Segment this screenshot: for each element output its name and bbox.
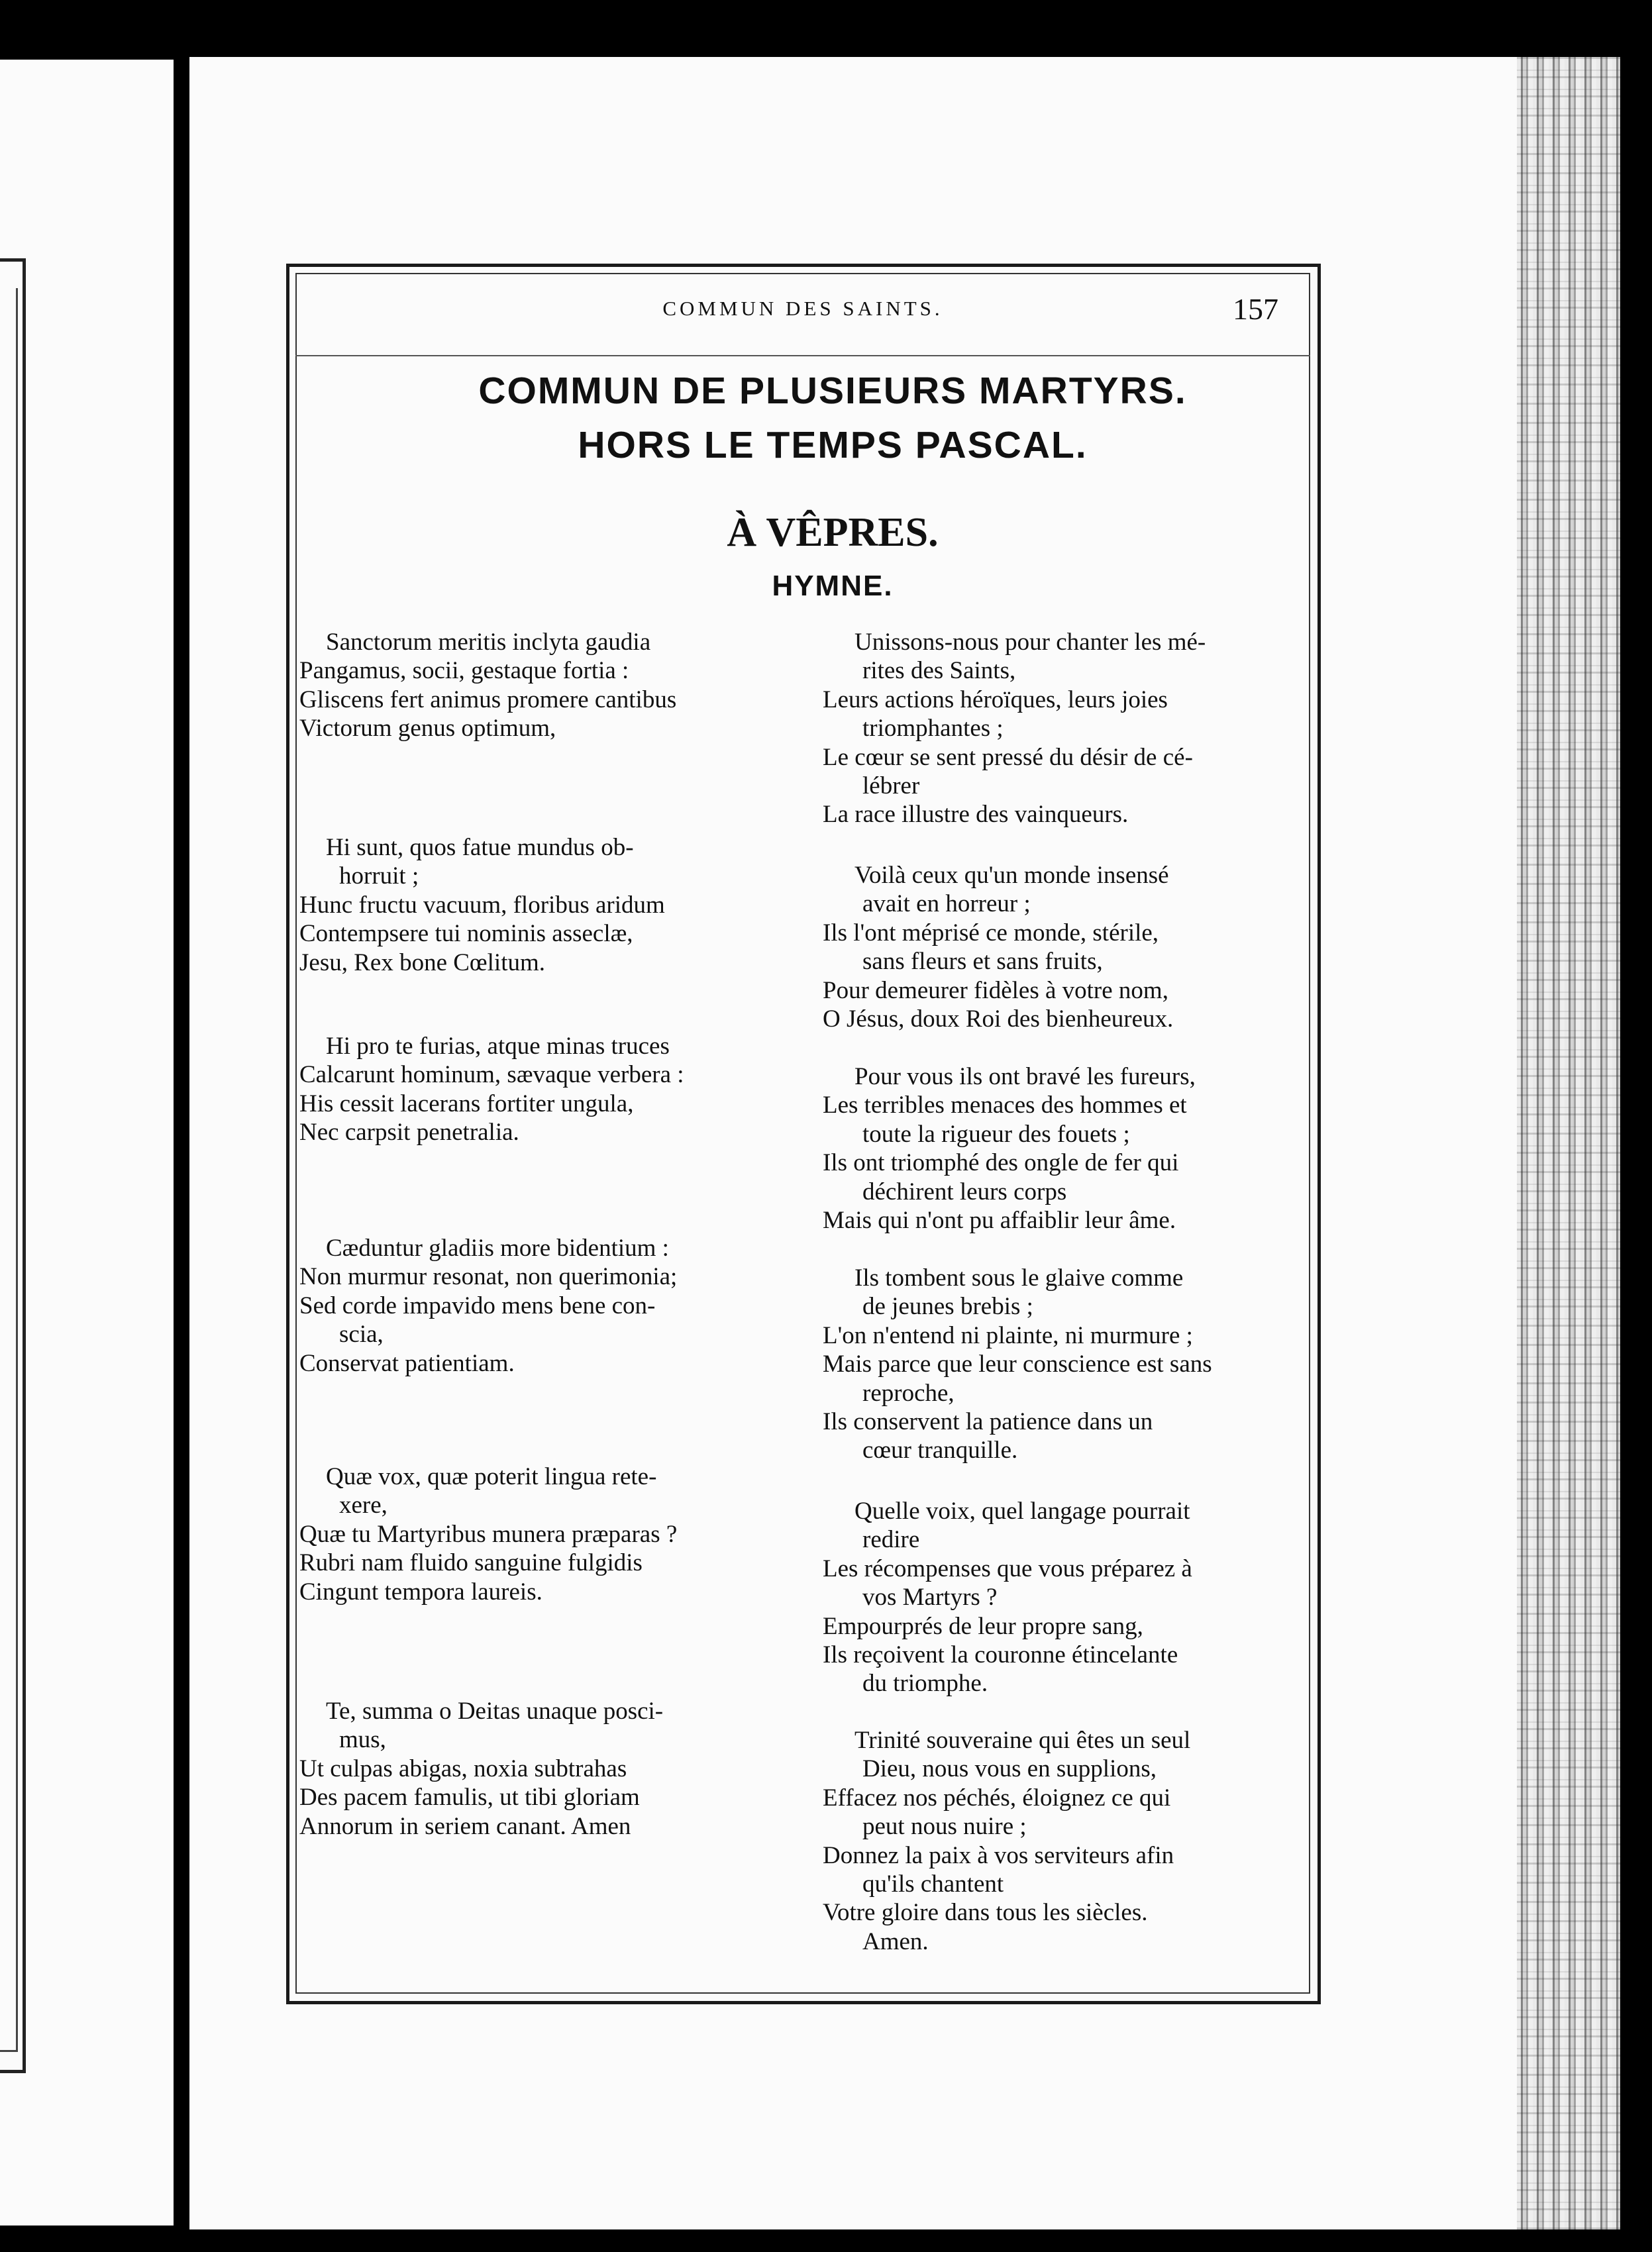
- french-verse-line: déchirent leurs corps: [862, 1178, 1067, 1205]
- title-block: [295, 368, 1310, 605]
- latin-verse-line: horruit ;: [339, 862, 419, 890]
- french-verse-line: Mais parce que leur conscience est sans: [823, 1351, 1212, 1378]
- french-verse-line: vos Martyrs ?: [862, 1584, 998, 1612]
- header-rule: [295, 355, 1310, 356]
- latin-verse-line: Quæ tu Martyribus munera præparas ?: [299, 1520, 678, 1548]
- french-verse-line: Ils ont triomphé des ongle de fer qui: [823, 1149, 1179, 1177]
- hymn-heading: HYMNE.: [772, 570, 894, 602]
- french-verse-line: de jeunes brebis ;: [862, 1293, 1033, 1321]
- latin-verse-line: Hi pro te furias, atque minas truces: [326, 1033, 670, 1060]
- french-verse-line: sans fleurs et sans fruits,: [862, 948, 1103, 976]
- latin-verse-line: Non murmur resonat, non querimonia;: [299, 1263, 678, 1291]
- french-verse-line: toute la rigueur des fouets ;: [862, 1120, 1130, 1148]
- facing-page-inner-rule: [0, 288, 18, 2052]
- french-verse-line: Leurs actions héroïques, leurs joies: [823, 686, 1168, 713]
- office-heading: À VÊPRES.: [727, 510, 939, 555]
- french-stanza: [823, 628, 1297, 829]
- latin-stanza: [299, 833, 783, 977]
- french-verse-line: reproche,: [862, 1379, 955, 1407]
- french-verse-line: Votre gloire dans tous les siècles.: [823, 1899, 1148, 1927]
- latin-verse-line: Pangamus, socii, gestaque fortia :: [299, 657, 629, 685]
- french-verse-line: rites des Saints,: [862, 657, 1016, 685]
- latin-verse-line: Annorum in seriem canant. Amen: [299, 1812, 631, 1840]
- french-verse-line: Mais qui n'ont pu affaiblir leur âme.: [823, 1207, 1176, 1235]
- latin-verse-line: Rubri nam fluido sanguine fulgidis: [299, 1549, 643, 1577]
- latin-stanza: [299, 1032, 783, 1147]
- latin-stanza: [299, 1697, 783, 1841]
- french-verse-line: triomphantes ;: [862, 715, 1004, 742]
- latin-verse-line: Jesu, Rex bone Cœlitum.: [299, 948, 546, 976]
- french-verse-line: avait en horreur ;: [862, 890, 1031, 918]
- french-verse-line: Ils reçoivent la couronne étincelante: [823, 1641, 1178, 1669]
- latin-stanza: [299, 628, 783, 743]
- french-verse-line: Quelle voix, quel langage pourrait: [854, 1498, 1190, 1525]
- latin-verse-line: Sed corde impavido mens bene con-: [299, 1292, 656, 1319]
- french-stanza: [823, 861, 1297, 1033]
- french-verse-line: Donnez la paix à vos serviteurs afin: [823, 1841, 1174, 1869]
- latin-verse-line: Ut culpas abigas, noxia subtrahas: [299, 1755, 627, 1782]
- french-verse-line: O Jésus, doux Roi des bienheureux.: [823, 1005, 1174, 1033]
- french-verse-line: Voilà ceux qu'un monde insensé: [854, 862, 1169, 889]
- french-verse-line: Amen.: [862, 1927, 929, 1955]
- french-verse-line: Pour demeurer fidèles à votre nom,: [823, 976, 1168, 1004]
- facing-page: [0, 60, 174, 2226]
- latin-verse-line: His cessit lacerans fortiter ungula,: [299, 1090, 634, 1117]
- latin-verse-line: Cæduntur gladiis more bidentium :: [326, 1235, 669, 1262]
- french-verse-line: Empourprés de leur propre sang,: [823, 1612, 1143, 1640]
- french-verse-line: Trinité souveraine qui êtes un seul: [854, 1727, 1191, 1754]
- latin-stanza: [299, 1234, 783, 1378]
- latin-verse-line: Hunc fructu vacuum, floribus aridum: [299, 891, 665, 919]
- french-verse-line: Pour vous ils ont bravé les fureurs,: [854, 1063, 1196, 1090]
- running-head: [295, 291, 1310, 331]
- french-verse-line: du triomphe.: [862, 1670, 988, 1698]
- section-title: COMMUN DE PLUSIEURS MARTYRS.: [478, 370, 1187, 412]
- french-verse-line: cœur tranquille.: [862, 1437, 1018, 1464]
- latin-verse-line: Calcarunt hominum, sævaque verbera :: [299, 1061, 684, 1089]
- latin-verse-line: Nec carpsit penetralia.: [299, 1119, 519, 1147]
- french-verse-line: Le cœur se sent pressé du désir de cé-: [823, 743, 1193, 771]
- french-verse-line: L'on n'entend ni plainte, ni murmure ;: [823, 1321, 1193, 1349]
- french-verse-line: Unissons-nous pour chanter les mé-: [854, 629, 1206, 656]
- page-edges: [1517, 57, 1620, 2229]
- french-verse-line: La race illustre des vainqueurs.: [823, 801, 1129, 829]
- french-verse-line: Les terribles menaces des hommes et: [823, 1092, 1187, 1119]
- french-verse-line: Les récompenses que vous préparez à: [823, 1555, 1192, 1582]
- french-verse-line: Ils l'ont méprisé ce monde, stérile,: [823, 919, 1159, 947]
- latin-stanza: [299, 1462, 783, 1606]
- french-verse-line: qu'ils chantent: [862, 1870, 1004, 1898]
- french-stanza: [823, 1726, 1297, 1956]
- page-number: 157: [1233, 292, 1278, 326]
- latin-verse-line: Victorum genus optimum,: [299, 715, 556, 742]
- latin-verse-line: Des pacem famulis, ut tibi gloriam: [299, 1784, 640, 1812]
- french-stanza: [823, 1264, 1297, 1465]
- latin-verse-line: Contempsere tui nominis asseclæ,: [299, 920, 633, 948]
- french-verse-line: peut nous nuire ;: [862, 1813, 1027, 1841]
- section-subtitle: HORS LE TEMPS PASCAL.: [578, 424, 1088, 466]
- french-stanza: [823, 1497, 1297, 1698]
- latin-verse-line: Sanctorum meritis inclyta gaudia: [326, 629, 651, 656]
- latin-verse-line: mus,: [339, 1726, 386, 1754]
- french-verse-line: Effacez nos péchés, éloignez ce qui: [823, 1784, 1171, 1812]
- latin-verse-line: Te, summa o Deitas unaque posci-: [326, 1698, 664, 1725]
- latin-verse-line: Gliscens fert animus promere cantibus: [299, 686, 677, 713]
- latin-verse-line: Hi sunt, quos fatue mundus ob-: [326, 834, 634, 861]
- french-verse-line: Dieu, nous vous en supplions,: [862, 1755, 1157, 1783]
- french-verse-line: lébrer: [862, 772, 920, 800]
- latin-verse-line: Cingunt tempora laureis.: [299, 1578, 542, 1606]
- running-title: COMMUN DES SAINTS.: [662, 297, 943, 320]
- french-verse-line: redire: [862, 1526, 920, 1554]
- latin-verse-line: Conservat patientiam.: [299, 1349, 515, 1377]
- french-verse-line: Ils conservent la patience dans un: [823, 1408, 1153, 1436]
- french-verse-line: Ils tombent sous le glaive comme: [854, 1264, 1184, 1292]
- french-stanza: [823, 1062, 1297, 1235]
- latin-verse-line: xere,: [339, 1492, 387, 1519]
- latin-verse-line: Quæ vox, quæ poterit lingua rete-: [326, 1463, 657, 1490]
- latin-verse-line: scia,: [339, 1321, 384, 1349]
